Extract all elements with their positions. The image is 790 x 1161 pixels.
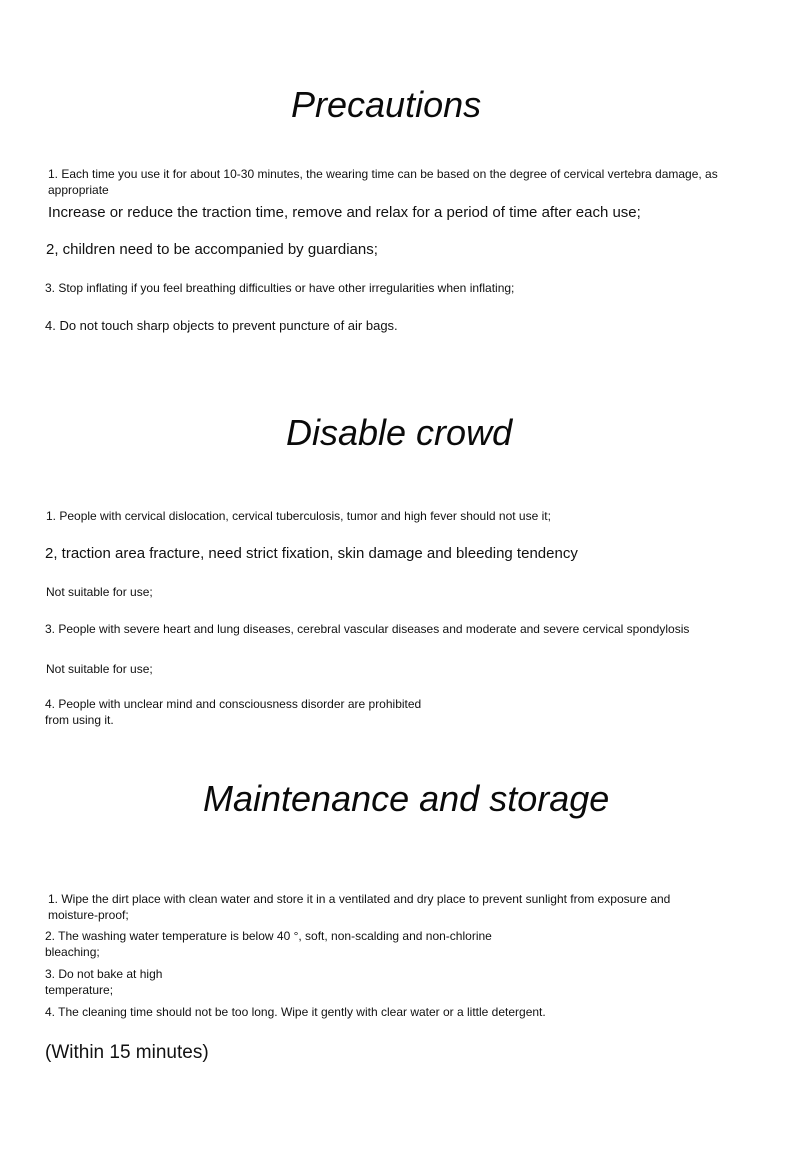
maintenance-item-1-line-2: moisture-proof; [48, 908, 129, 922]
maintenance-item-2-line-1: 2. The washing water temperature is below 40 °, soft, non-scalding and non-chlorine [45, 929, 492, 943]
precautions-title: Precautions [291, 84, 482, 125]
precautions-item-3: 3. Stop inflating if you feel breathing difficulties or have other irregularities when inflating; [45, 281, 515, 295]
maintenance-item-3-line-2: temperature; [45, 983, 114, 997]
precautions-item-4: 4. Do not touch sharp objects to prevent puncture of air bags. [45, 318, 398, 333]
disable-crowd-item-3-continuation: Not suitable for use; [46, 662, 153, 676]
disable-crowd-item-2-continuation: Not suitable for use; [46, 585, 153, 599]
disable-crowd-item-4-line-2: from using it. [45, 713, 114, 727]
disable-crowd-item-2: 2, traction area fracture, need strict fixation, skin damage and bleeding tendency [45, 545, 578, 562]
maintenance-item-4: 4. The cleaning time should not be too long. Wipe it gently with clear water or a little detergent. [45, 1005, 546, 1019]
precautions-item-1-continuation: Increase or reduce the traction time, remove and relax for a period of time after each use; [48, 204, 641, 221]
maintenance-title: Maintenance and storage [203, 778, 610, 819]
maintenance-note: (Within 15 minutes) [45, 1042, 209, 1063]
precautions-item-1-line-1: 1. Each time you use it for about 10-30 minutes, the wearing time can be based on the degree of cervical vertebra damage, as [48, 167, 718, 181]
precautions-item-2: 2, children need to be accompanied by guardians; [46, 241, 378, 258]
maintenance-item-2-line-2: bleaching; [45, 945, 100, 959]
disable-crowd-title: Disable crowd [286, 412, 513, 453]
disable-crowd-item-4-line-1: 4. People with unclear mind and consciousness disorder are prohibited [45, 697, 422, 711]
precautions-item-1-line-2: appropriate [48, 183, 109, 197]
maintenance-item-1-line-1: 1. Wipe the dirt place with clean water and store it in a ventilated and dry place to prevent sunlight from exposure and [48, 892, 671, 906]
disable-crowd-item-3: 3. People with severe heart and lung diseases, cerebral vascular diseases and moderate and severe cervical spondylosis [45, 622, 690, 636]
maintenance-item-3-line-1: 3. Do not bake at high [45, 967, 163, 981]
disable-crowd-item-1: 1. People with cervical dislocation, cervical tuberculosis, tumor and high fever should not use it; [46, 509, 551, 523]
